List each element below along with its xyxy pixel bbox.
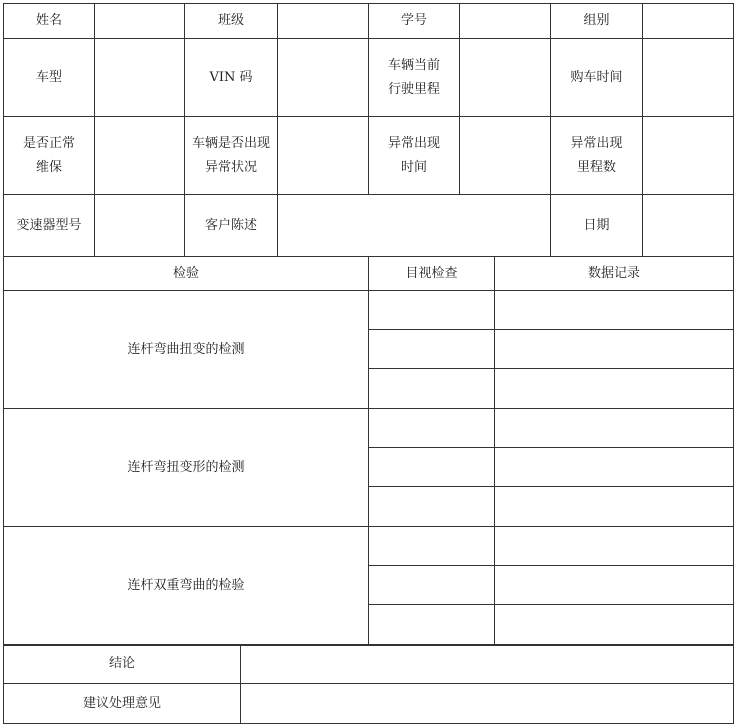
abnormal-time-label: 异常出现 时间 xyxy=(369,117,460,195)
suggestion-field[interactable] xyxy=(241,684,734,724)
record-cell[interactable] xyxy=(495,527,734,566)
info-row-4 xyxy=(4,195,734,257)
maintenance-field[interactable] xyxy=(95,117,185,195)
vin-label: VIN 码 xyxy=(185,39,278,117)
record-cell[interactable] xyxy=(495,330,734,369)
date-field[interactable] xyxy=(643,195,734,257)
inspection-row xyxy=(4,291,734,330)
conclusion-row xyxy=(4,645,734,684)
visual-cell[interactable] xyxy=(369,409,495,448)
class-field[interactable] xyxy=(278,4,369,39)
mileage-field[interactable] xyxy=(460,39,551,117)
inspection-item-1: 连杆弯曲扭变的检测 xyxy=(4,291,369,409)
class-label: 班级 xyxy=(185,4,278,39)
abnormal-field[interactable] xyxy=(278,117,369,195)
transmission-label: 变速器型号 xyxy=(4,195,95,257)
visual-cell[interactable] xyxy=(369,448,495,487)
info-row-3 xyxy=(4,117,734,195)
abnormal-mileage-field[interactable] xyxy=(643,117,734,195)
model-label: 车型 xyxy=(4,39,95,117)
model-field[interactable] xyxy=(95,39,185,117)
record-cell[interactable] xyxy=(495,291,734,330)
inspection-item-2: 连杆弯扭变形的检测 xyxy=(4,409,369,527)
visual-cell[interactable] xyxy=(369,291,495,330)
info-row-1 xyxy=(4,4,734,39)
visual-cell[interactable] xyxy=(369,605,495,646)
record-cell[interactable] xyxy=(495,409,734,448)
student-id-field[interactable] xyxy=(460,4,551,39)
customer-field[interactable] xyxy=(278,195,551,257)
maintenance-label: 是否正常 维保 xyxy=(4,117,95,195)
inspection-item-3: 连杆双重弯曲的检验 xyxy=(4,527,369,646)
visual-cell[interactable] xyxy=(369,487,495,527)
record-cell[interactable] xyxy=(495,605,734,646)
customer-label: 客户陈述 xyxy=(185,195,278,257)
mileage-label: 车辆当前 行驶里程 xyxy=(369,39,460,117)
visual-cell[interactable] xyxy=(369,566,495,605)
header-record: 数据记录 xyxy=(495,257,734,291)
name-label: 姓名 xyxy=(4,4,95,39)
date-label: 日期 xyxy=(551,195,643,257)
abnormal-label: 车辆是否出现 异常状况 xyxy=(185,117,278,195)
summary-table xyxy=(3,644,734,724)
vin-field[interactable] xyxy=(278,39,369,117)
record-cell[interactable] xyxy=(495,566,734,605)
group-label: 组别 xyxy=(551,4,643,39)
suggestion-row xyxy=(4,684,734,724)
conclusion-label: 结论 xyxy=(4,645,241,684)
inspection-row xyxy=(4,527,734,566)
info-row-2 xyxy=(4,39,734,117)
transmission-field[interactable] xyxy=(95,195,185,257)
student-id-label: 学号 xyxy=(369,4,460,39)
purchase-time-field[interactable] xyxy=(643,39,734,117)
visual-cell[interactable] xyxy=(369,527,495,566)
info-table xyxy=(3,3,734,257)
visual-cell[interactable] xyxy=(369,369,495,409)
abnormal-time-field[interactable] xyxy=(460,117,551,195)
conclusion-field[interactable] xyxy=(241,645,734,684)
visual-cell[interactable] xyxy=(369,330,495,369)
group-field[interactable] xyxy=(643,4,734,39)
suggestion-label: 建议处理意见 xyxy=(4,684,241,724)
inspection-header xyxy=(4,257,734,291)
record-cell[interactable] xyxy=(495,487,734,527)
inspection-row xyxy=(4,409,734,448)
inspection-table xyxy=(3,256,734,646)
header-check: 检验 xyxy=(4,257,369,291)
record-cell[interactable] xyxy=(495,369,734,409)
abnormal-mileage-label: 异常出现 里程数 xyxy=(551,117,643,195)
record-cell[interactable] xyxy=(495,448,734,487)
name-field[interactable] xyxy=(95,4,185,39)
header-visual: 目视检查 xyxy=(369,257,495,291)
purchase-time-label: 购车时间 xyxy=(551,39,643,117)
